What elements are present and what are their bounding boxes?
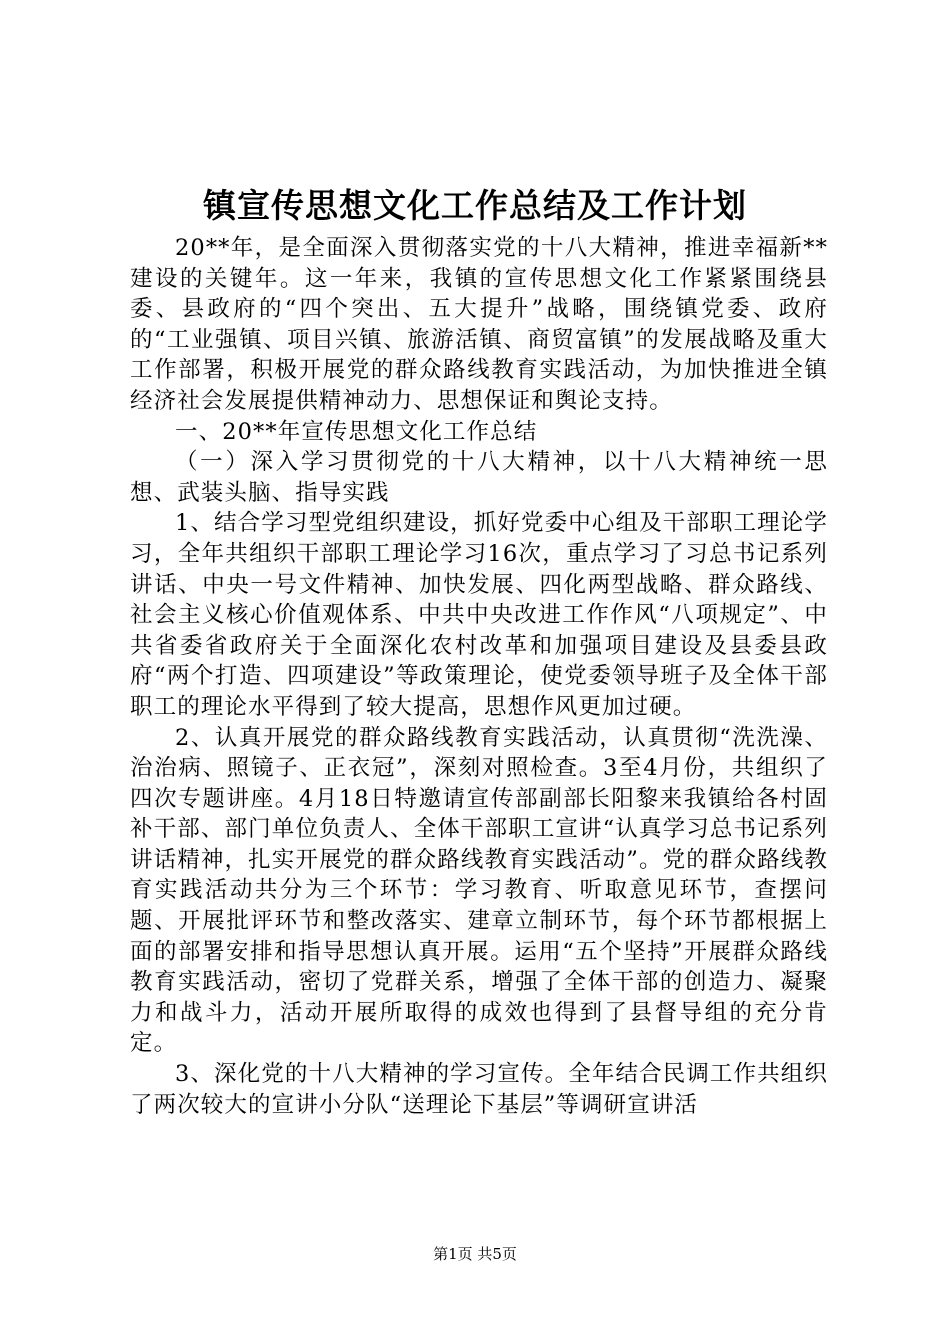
body-paragraph: 3、深化党的十八大精神的学习宣传。全年结合民调工作共组织了两次较大的宣讲小分队“送理论下基层”等调研宣讲活 [130,1061,828,1118]
body-paragraph: 2、认真开展党的群众路线教育实践活动，认真贯彻“洗洗澡、治治病、照镜子、正衣冠”，深刻对照检查。3至4月份，共组织了四次专题讲座。4月18日特邀请宣传部副部长阳黎来我镇给各村固补干部、部门单位负责人、全体干部职工宣讲“认真学习总书记系列讲话精神，扎实开展党的群众路线教育实践活动”。党的群众路线教育实践活动共分为三个环节：学习教育、听取意见环节，查摆问题、开展批评环节和整改落实、建章立制环节，每个环节都根据上面的部署安排和指导思想认真开展。运用“五个坚持”开展群众路线教育实践活动，密切了党群关系，增强了全体干部的创造力、凝聚力和战斗力，活动开展所取得的成效也得到了县督导组的充分肯定。 [130,724,828,1057]
section-heading: 一、20**年宣传思想文化工作总结 [175,418,538,445]
subsection-heading: （一）深入学习贯彻党的十八大精神，以十八大精神统一思想、武装头脑、指导实践 [130,449,828,506]
body-paragraph: 1、结合学习型党组织建设，抓好党委中心组及干部职工理论学习，全年共组织干部职工理论学习16次，重点学习了习总书记系列讲话、中央一号文件精神、加快发展、四化两型战略、群众路线、社会主义核心价值观体系、中共中央改进工作作风“八项规定”、中共省委省政府关于全面深化农村改革和加强项目建设及县委县政府“两个打造、四项建设”等政策理论，使党委领导班子及全体干部职工的理论水平得到了较大提高，思想作风更加过硬。 [130,510,828,720]
page-footer: 第1页 共5页 [433,1245,517,1263]
document-body [130,233,828,1120]
document-title: 镇宣传思想文化工作总结及工作计划 [203,186,747,225]
intro-paragraph: 20**年，是全面深入贯彻落实党的十八大精神，推进幸福新**建设的关键年。这一年来，我镇的宣传思想文化工作紧紧围绕县委、县政府的“四个突出、五大提升”战略，围绕镇党委、政府的“工业强镇、项目兴镇、旅游活镇、商贸富镇”的发展战略及重大工作部署，积极开展党的群众路线教育实践活动，为加快推进全镇经济社会发展提供精神动力、思想保证和舆论支持。 [130,235,828,414]
